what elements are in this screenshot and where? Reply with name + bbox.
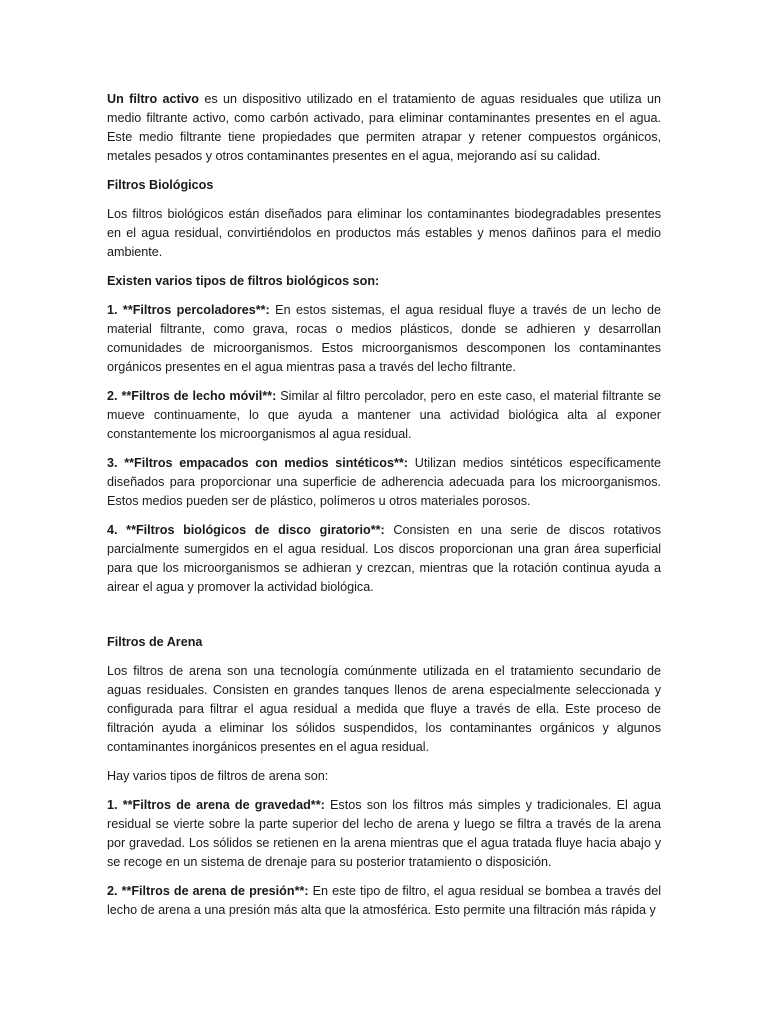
item-text: En este tipo de filtro, el agua residual se bombea a través del lecho de arena a una presión más alta que la atmosférica. Esto permite una filtración más rápida y: [107, 884, 662, 917]
item-text: Estos son los filtros más simples y tradicionales. El agua residual se vierte sobre la parte superior del lecho de arena y luego se filtra a través de la arena por gravedad. Los sólidos se retienen en la arena mientras que el agua tratada fluye hacia abajo y se recoge en un sistema de drenaje para su posterior tratamiento o disposición.: [107, 798, 661, 869]
item-text: Consisten en una serie de discos rotativos parcialmente sumergidos en el agua residual. Los discos proporcionan una gran área superficial para que los microorganismos se adhieran y crezcan, mientras que la rotación continua ayuda a airear el agua y promover la actividad biológica.: [107, 523, 661, 594]
item-label: 2. **Filtros de arena de presión**:: [107, 884, 309, 898]
section-heading-arena: Filtros de Arena: [107, 635, 203, 649]
item-label: 4. **Filtros biológicos de disco giratorio**:: [107, 523, 385, 537]
section-heading-biologicos: Filtros Biológicos: [107, 178, 214, 192]
intro-paragraph: [107, 90, 661, 166]
item-label: 1. **Filtros percoladores**:: [107, 303, 270, 317]
biologicos-item-4: [107, 521, 661, 597]
item-text: Utilizan medios sintéticos específicamente diseñados para proporcionar una superficie de adherencia adecuada para los microorganismos. Estos medios pueden ser de plástico, polímeros u otros materiales porosos.: [107, 456, 662, 508]
item-text: Similar al filtro percolador, pero en este caso, el material filtrante se mueve continuamente, lo que ayuda a mantener una actividad biológica alta al exponer constantemente los microorganismos al agua residual.: [107, 389, 662, 441]
arena-types-heading: Hay varios tipos de filtros de arena son:: [107, 769, 329, 783]
biologicos-description: Los filtros biológicos están diseñados para eliminar los contaminantes biodegradables presentes en el agua residual, convirtiéndolos en productos más estables y menos dañinos para el medio ambiente.: [107, 207, 661, 259]
biologicos-item-2: [107, 387, 661, 444]
item-label: 2. **Filtros de lecho móvil**:: [107, 389, 277, 403]
arena-item-1: [107, 796, 661, 872]
biologicos-types-heading: Existen varios tipos de filtros biológicos son:: [107, 274, 380, 288]
arena-item-2: [107, 882, 661, 920]
item-text: En estos sistemas, el agua residual fluye a través de un lecho de material filtrante, como grava, rocas o medios plásticos, donde se adhieren y desarrollan comunidades de microorganismos. Estos microorganismos descomponen los contaminantes orgánicos presentes en el agua mientras pasa a través del lecho filtrante.: [107, 303, 661, 374]
intro-text: es un dispositivo utilizado en el tratamiento de aguas residuales que utiliza un medio filtrante activo, como carbón activado, para eliminar contaminantes presentes en el agua. Este medio filtrante tiene propiedades que permiten atrapar y retener compuestos orgánicos, metales pesados y otros contaminantes presentes en el agua, mejorando así su calidad.: [107, 92, 661, 163]
arena-description: Los filtros de arena son una tecnología comúnmente utilizada en el tratamiento secundario de aguas residuales. Consisten en grandes tanques llenos de arena especialmente seleccionada y configurada para filtrar el agua residual a medida que fluye a través de ella. Este proceso de filtración ayuda a eliminar los sólidos suspendidos, los contaminantes orgánicos y algunos contaminantes inorgánicos presentes en el agua residual.: [107, 664, 661, 754]
item-label: 1. **Filtros de arena de gravedad**:: [107, 798, 325, 812]
intro-term: Un filtro activo: [107, 92, 199, 106]
item-label: 3. **Filtros empacados con medios sintéticos**:: [107, 456, 408, 470]
biologicos-item-1: [107, 301, 661, 377]
document-page: [107, 90, 661, 930]
biologicos-item-3: [107, 454, 661, 511]
